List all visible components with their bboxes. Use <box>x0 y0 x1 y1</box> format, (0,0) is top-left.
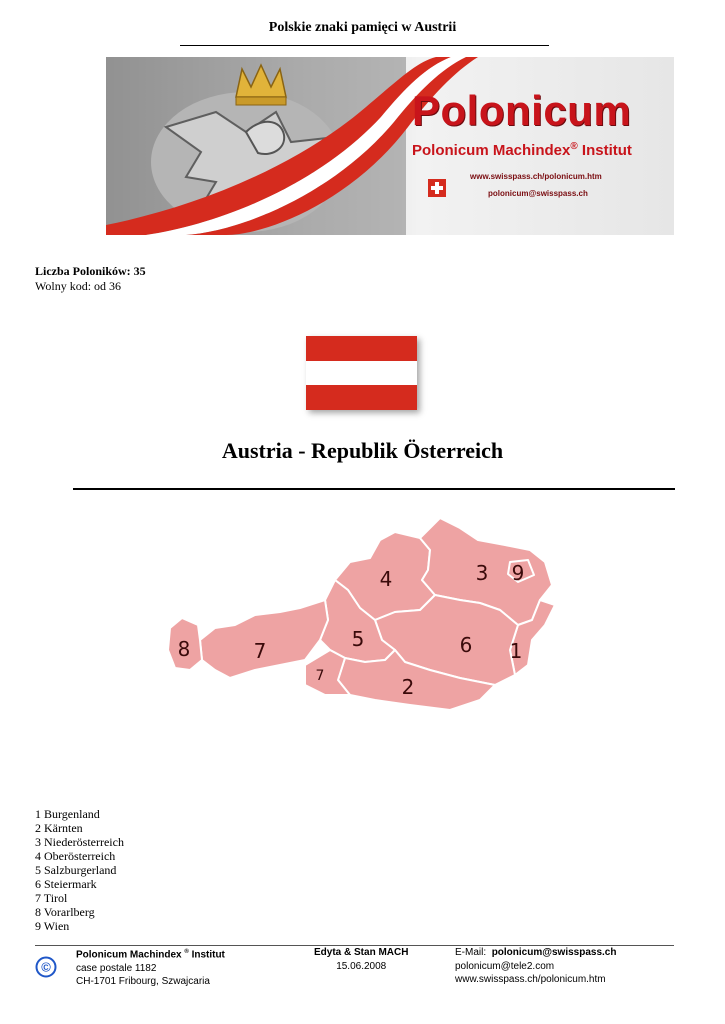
legend-item: 4 Oberösterreich <box>35 849 116 863</box>
flag-stripe-top <box>306 336 417 361</box>
legend-item: 8 Vorarlberg <box>35 905 95 919</box>
footer-postbox: case postale 1182 <box>76 962 157 974</box>
footer-contact <box>455 946 616 987</box>
document-header-title: Polskie znaki pamięci w Austrii <box>268 20 457 35</box>
swiss-flag-icon <box>428 179 446 197</box>
state-legend <box>35 807 124 933</box>
banner-email: polonicum@swisspass.ch <box>488 189 588 198</box>
institute-name: Polonicum Machindex <box>76 949 182 961</box>
footer-city: CH-1701 Fribourg, Szwajcaria <box>76 976 210 988</box>
website-link[interactable]: www.swisspass.ch/polonicum.htm <box>455 974 606 985</box>
footer-author-names: Edyta & Stan MACH <box>314 947 409 958</box>
map-label-7: 7 <box>253 639 267 663</box>
footer-institute <box>76 946 225 989</box>
legend-item: 1 Burgenland <box>35 807 100 821</box>
copyright-icon <box>35 956 57 978</box>
austria-states-map <box>160 500 570 720</box>
banner-subtitle-name: Polonicum Machindex <box>412 142 571 159</box>
map-label-1: 1 <box>509 639 523 663</box>
map-label-8: 8 <box>177 637 191 661</box>
flag-stripe-bottom <box>306 385 417 410</box>
copyright-symbol: © <box>41 959 51 975</box>
polonik-count: Liczba Poloników: 35 <box>35 264 146 278</box>
footer-email-line <box>455 946 616 960</box>
footer-authors <box>314 946 408 973</box>
austria-flag <box>306 336 417 410</box>
banner-subtitle-suffix: Institut <box>581 142 632 159</box>
map-label-2: 2 <box>401 675 415 699</box>
registered-mark: ® <box>184 949 189 955</box>
legend-item: 3 Niederösterreich <box>35 835 124 849</box>
map-label-4: 4 <box>379 567 393 591</box>
registered-mark: ® <box>570 141 578 152</box>
legend-item: 5 Salzburgerland <box>35 863 117 877</box>
country-title: Austria - Republik Österreich <box>221 438 504 463</box>
legend-item: 9 Wien <box>35 919 70 933</box>
legend-item: 2 Kärnten <box>35 821 83 835</box>
institute-suffix: Institut <box>191 949 225 961</box>
footer-institute-name <box>76 946 225 962</box>
map-label-3: 3 <box>475 561 489 585</box>
flag-stripe-middle <box>306 361 417 386</box>
map-label-9: 9 <box>511 561 525 585</box>
polonicum-banner <box>106 57 674 235</box>
legend-item: 6 Steiermark <box>35 877 97 891</box>
map-label-7-east: 7 <box>315 668 325 684</box>
map-label-5: 5 <box>351 627 365 651</box>
legend-item: 7 Tirol <box>35 891 68 905</box>
email-primary[interactable]: polonicum@swisspass.ch <box>491 947 617 958</box>
header-divider <box>180 45 549 46</box>
email-secondary[interactable]: polonicum@tele2.com <box>455 960 555 972</box>
title-divider <box>73 488 675 490</box>
free-code: Wolny kod: od 36 <box>35 279 122 293</box>
email-label: E-Mail: <box>455 947 487 958</box>
banner-url: www.swisspass.ch/polonicum.htm <box>470 172 602 181</box>
banner-subtitle <box>412 141 632 159</box>
map-label-6: 6 <box>459 633 473 657</box>
footer-date: 15.06.2008 <box>336 960 387 972</box>
banner-title: Polonicum <box>412 87 632 134</box>
